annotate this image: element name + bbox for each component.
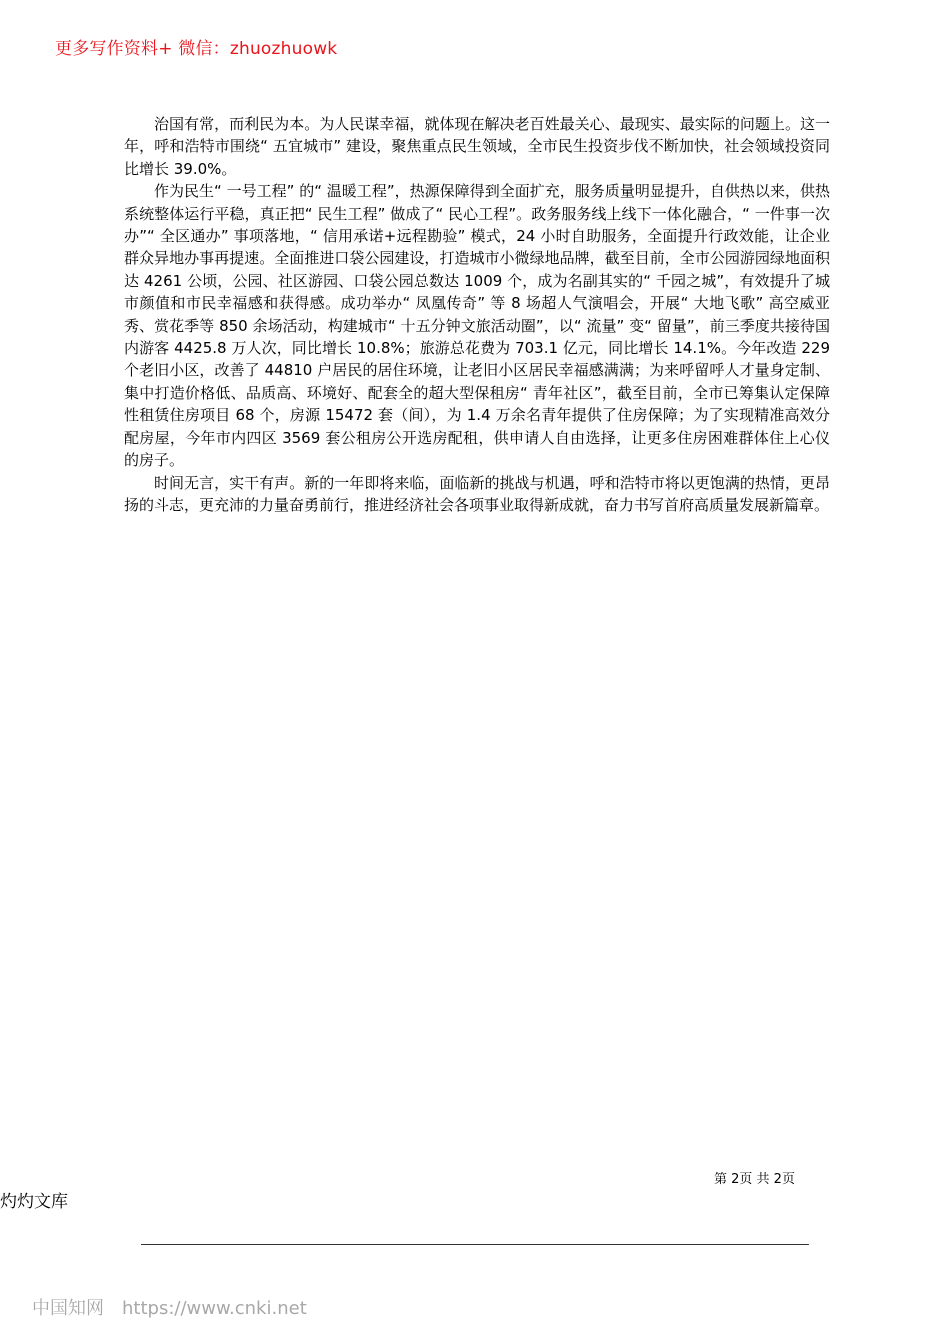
cnki-watermark xyxy=(32,1294,307,1320)
watermark-site-name: 中国知网 xyxy=(32,1298,104,1319)
document-body xyxy=(124,113,830,516)
promo-banner: 更多写作资料+ 微信：zhuozhuowk xyxy=(55,39,338,59)
brand-label: 灼灼文库 xyxy=(0,1192,68,1212)
paragraph-conclusion: 时间无言，实干有声。新的一年即将来临，面临新的挑战与机遇，呼和浩特市将以更饱满的热情，更昂扬的斗志，更充沛的力量奋勇前行，推进经济社会各项事业取得新成就，奋力书写首府高质量发展新篇章。 xyxy=(124,473,830,514)
footer-divider xyxy=(141,1244,809,1245)
page-number: 第 2页 共 2页 xyxy=(714,1172,795,1187)
paragraph-livelihood: 作为民生“ 一号工程” 的“ 温暖工程”，热源保障得到全面扩充，服务质量明显提升，自供热以来，供热系统整体运行平稳，真正把“ 民生工程” 做成了“ 民心工程”。政务服务线上线下一体化融合，“ 一件事一次办”“ 全区通办” 事项落地，“ 信用承诺+远程勘验” 模式，24 小时自助服务，全面提升行政效能，让企业群众异地办事再提速。全面推进口袋公园建设，打造城市小微绿地品牌，截至目前，全市公园游园绿地面积达 4261 公顷，公园、社区游园、口袋公园总数达 1009 个，成为名副其实的“ 千园之城”，有效提升了城市颜值和市民幸福感和获得感。成功举办“ 凤凰传奇” 等 8 场超人气演唱会，开展“ 大地飞歌” 高空威亚秀、赏花季等 850 余场活动，构建城市“ 十五分钟文旅活动圈”，以“ 流量” 变“ 留量”，前三季度共接待国内游客 4425.8 万人次，同比增长 10.8%；旅游总花费为 703.1 亿元，同比增长 14.1%。今年改造 229 个老旧小区，改善了 44810 户居民的居住环境，让老旧小区居民幸福感满满；为来呼留呼人才量身定制、集中打造价格低、品质高、环境好、配套全的超大型保租房“ 青年社区”，截至目前，全市已筹集认定保障性租赁住房项目 68 个，房源 15472 套（间），为 1.4 万余名青年提供了住房保障；为了实现精准高效分配房屋，今年市内四区 3569 套公租房公开选房配租，供申请人自由选择，让更多住房困难群体住上心仪的房子。 xyxy=(124,182,830,470)
watermark-url: https://www.cnki.net xyxy=(122,1298,307,1319)
paragraph-intro: 治国有常，而利民为本。为人民谋幸福，就体现在解决老百姓最关心、最现实、最实际的问题上。这一年，呼和浩特市围绕“ 五宜城市” 建设，聚焦重点民生领域，全市民生投资步伐不断加快，社会领域投资同比增长 39.0%。 xyxy=(124,115,830,178)
